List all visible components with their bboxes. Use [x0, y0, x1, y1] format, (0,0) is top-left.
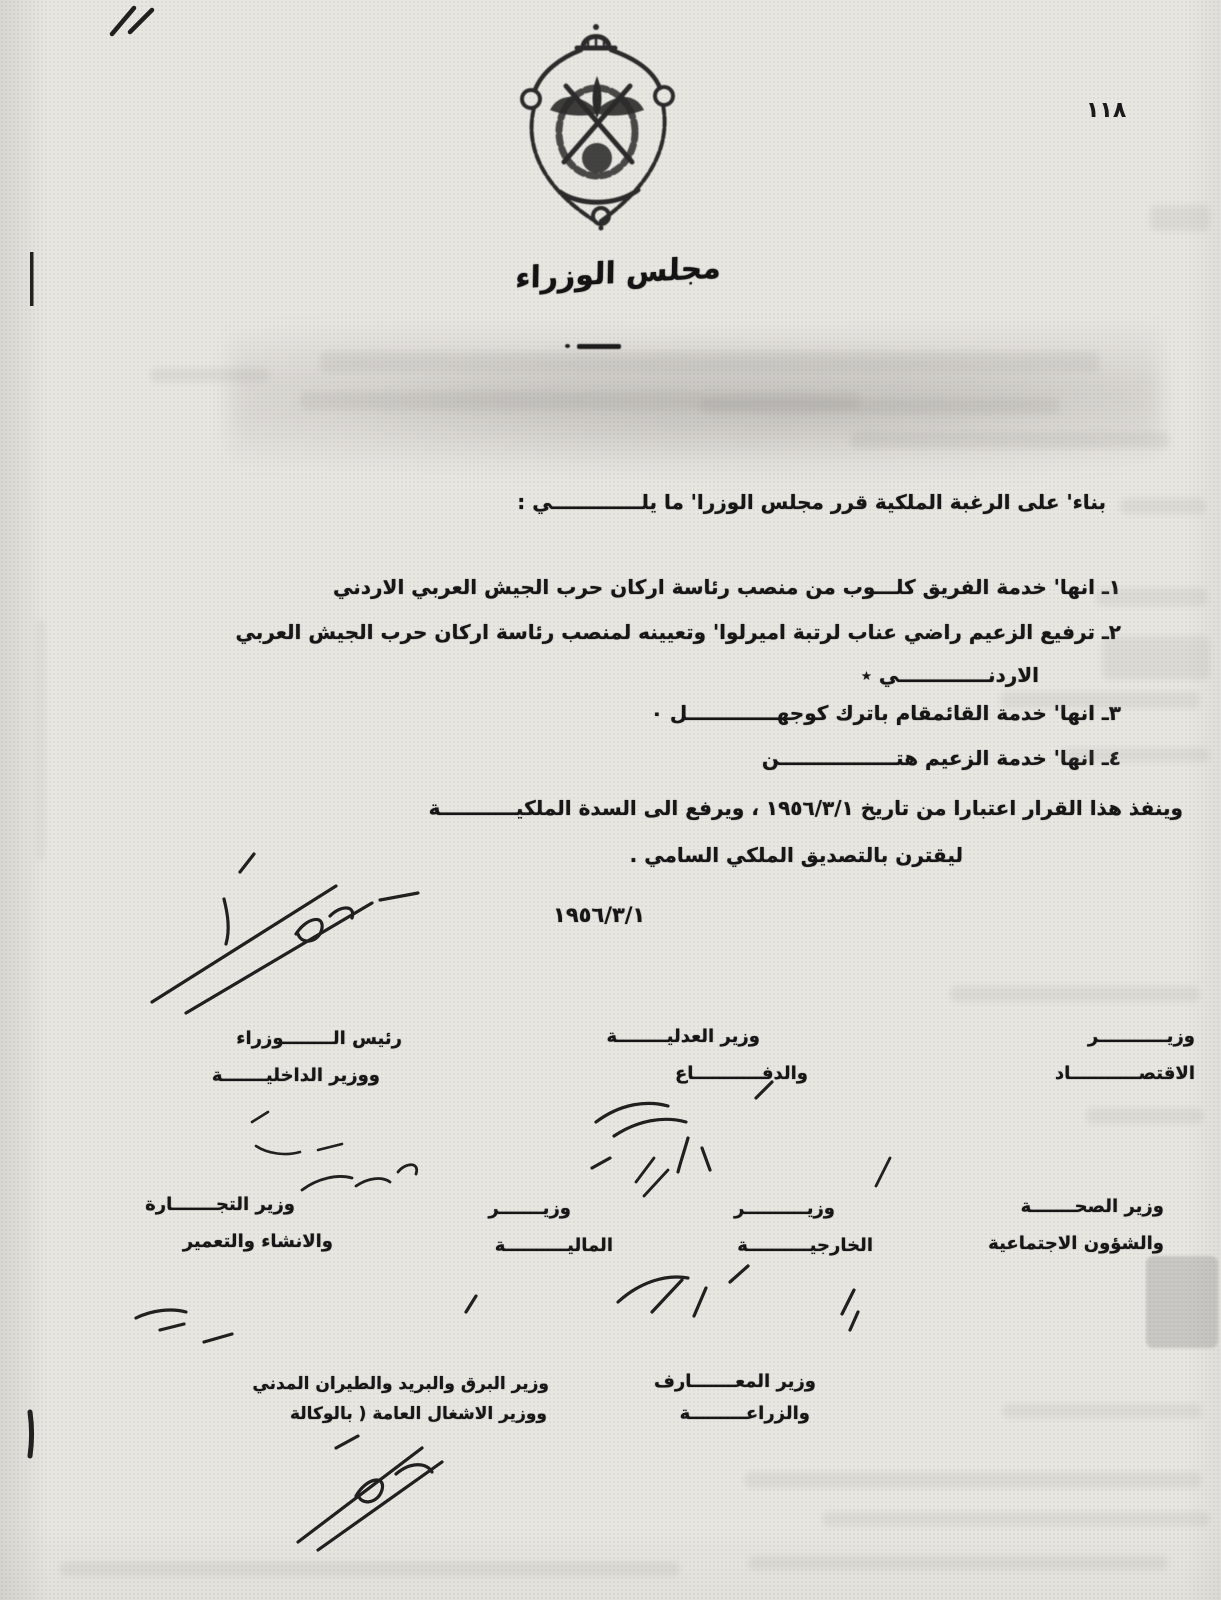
- closing-line-1: وينفذ هذا القرار اعتبارا من تاريخ ١٩٥٦/٣/١ ، ويرفع الى السدة الملكيـــــــــــة: [428, 796, 1183, 820]
- title-underline-dash: [577, 344, 621, 349]
- minister-signature-row1-middle: [592, 1082, 772, 1172]
- bleed-through-smudge: [850, 432, 1170, 448]
- signatory-trade-construction-line1: وزير التجـــــــارة: [145, 1194, 295, 1215]
- signatory-foreign-line1: وزيــــــــــر: [733, 1198, 835, 1219]
- closing-line-2: ليقترن بالتصديق الملكي السامي .: [629, 843, 963, 867]
- signatory-pm-interior-line1: رئيس الــــــــوزراء: [236, 1028, 402, 1049]
- decree-item-2: ٢ـ ترفيع الزعيم راضي عناب لرتبة اميرلوا' وتعيينه لمنصب رئاسة اركان حرب الجيش العربي: [235, 620, 1121, 644]
- bleed-through-smudge: [36, 620, 46, 860]
- signatory-justice-defense-line1: وزير العدليــــــــة: [606, 1026, 760, 1047]
- signatory-education-agriculture-line2: والزراعـــــــــة: [679, 1403, 810, 1424]
- decree-date: ١٩٥٦/٣/١: [553, 903, 646, 927]
- intro-line: بناء' على الرغبة الملكية قرر مجلس الوزرا' ما يلـــــــــــــي :: [517, 490, 1106, 514]
- scan-edge-marks: [30, 8, 152, 1456]
- decree-item-3: ٣ـ انها' خدمة القائمقام باترك كوجهـــــــــــــل ٠: [650, 701, 1121, 725]
- decree-item-2-continuation: الاردنـــــــــــــي ٭: [861, 663, 1039, 687]
- bleed-through-smudge: [320, 352, 1100, 372]
- signatory-trade-construction-line2: والانشاء والتعمير: [182, 1231, 333, 1252]
- signatory-telegraph-post-aviation-line1: وزير البرق والبريد والطيران المدني: [252, 1374, 549, 1394]
- signatory-finance-line2: الماليــــــــــة: [494, 1235, 613, 1256]
- signatory-foreign-line2: الخارجيــــــــــة: [737, 1235, 873, 1256]
- decree-item-4: ٤ـ انها' خدمة الزعيم هتـــــــــــــــــن: [761, 746, 1121, 770]
- signatory-telegraph-post-aviation-line2: ووزير الاشغال العامة ( بالوكالة: [289, 1404, 547, 1424]
- minister-signatures-between-rows: [302, 1158, 890, 1196]
- decree-item-1: ١ـ انها' خدمة الفريق كلـــوب من منصب رئاسة اركان حرب الجيش العربي الاردني: [333, 575, 1121, 599]
- bleed-through-smudge: [1102, 636, 1210, 680]
- signatory-pm-interior-line2: ووزير الداخليـــــــة: [211, 1065, 380, 1086]
- bottom-signature: [298, 1436, 442, 1550]
- bleed-through-smudge: [950, 986, 1200, 1002]
- bleed-through-smudge: [60, 1562, 680, 1576]
- scan-edge-line: [30, 252, 34, 306]
- page-number: ١١٨: [1086, 98, 1127, 123]
- bleed-through-smudge: [1060, 748, 1210, 762]
- bleed-through-smudge: [748, 1556, 1168, 1570]
- bleed-through-smudge: [700, 398, 1060, 414]
- signatory-health-social-line2: والشؤون الاجتماعية: [988, 1233, 1164, 1254]
- hashemite-crest-icon: [498, 20, 698, 235]
- bleed-through-smudge: [1002, 1404, 1202, 1418]
- bleed-through-smudge: [1086, 1108, 1204, 1124]
- signatory-education-agriculture-line1: وزير المعـــــــارف: [653, 1371, 816, 1392]
- bleed-through-smudge: [1146, 1256, 1218, 1348]
- signatory-economy-line2: الاقتصـــــــــــاد: [1054, 1063, 1195, 1084]
- bleed-through-smudge: [1120, 498, 1206, 514]
- signatory-finance-line1: وزيـــــــر: [488, 1198, 571, 1219]
- signatory-justice-defense-line2: والدفـــــــــــاع: [674, 1063, 808, 1084]
- bleed-through-smudge: [1000, 692, 1200, 708]
- prime-minister-signature: [152, 854, 418, 1013]
- bleed-through-smudge: [822, 1512, 1210, 1526]
- signatory-economy-line1: وزيـــــــــــر: [1087, 1026, 1195, 1047]
- minister-signature-row1-left: [252, 1112, 342, 1154]
- document-title: مجلس الوزراء: [514, 250, 722, 297]
- bleed-through-smudge: [744, 1472, 1202, 1488]
- bleed-through-smudge: [1096, 588, 1208, 606]
- bleed-through-smudge: [150, 368, 270, 382]
- signatory-health-social-line1: وزير الصحـــــــة: [1020, 1196, 1164, 1217]
- minister-signatures-row2: [136, 1266, 858, 1342]
- bleed-through-smudge: [1150, 205, 1210, 231]
